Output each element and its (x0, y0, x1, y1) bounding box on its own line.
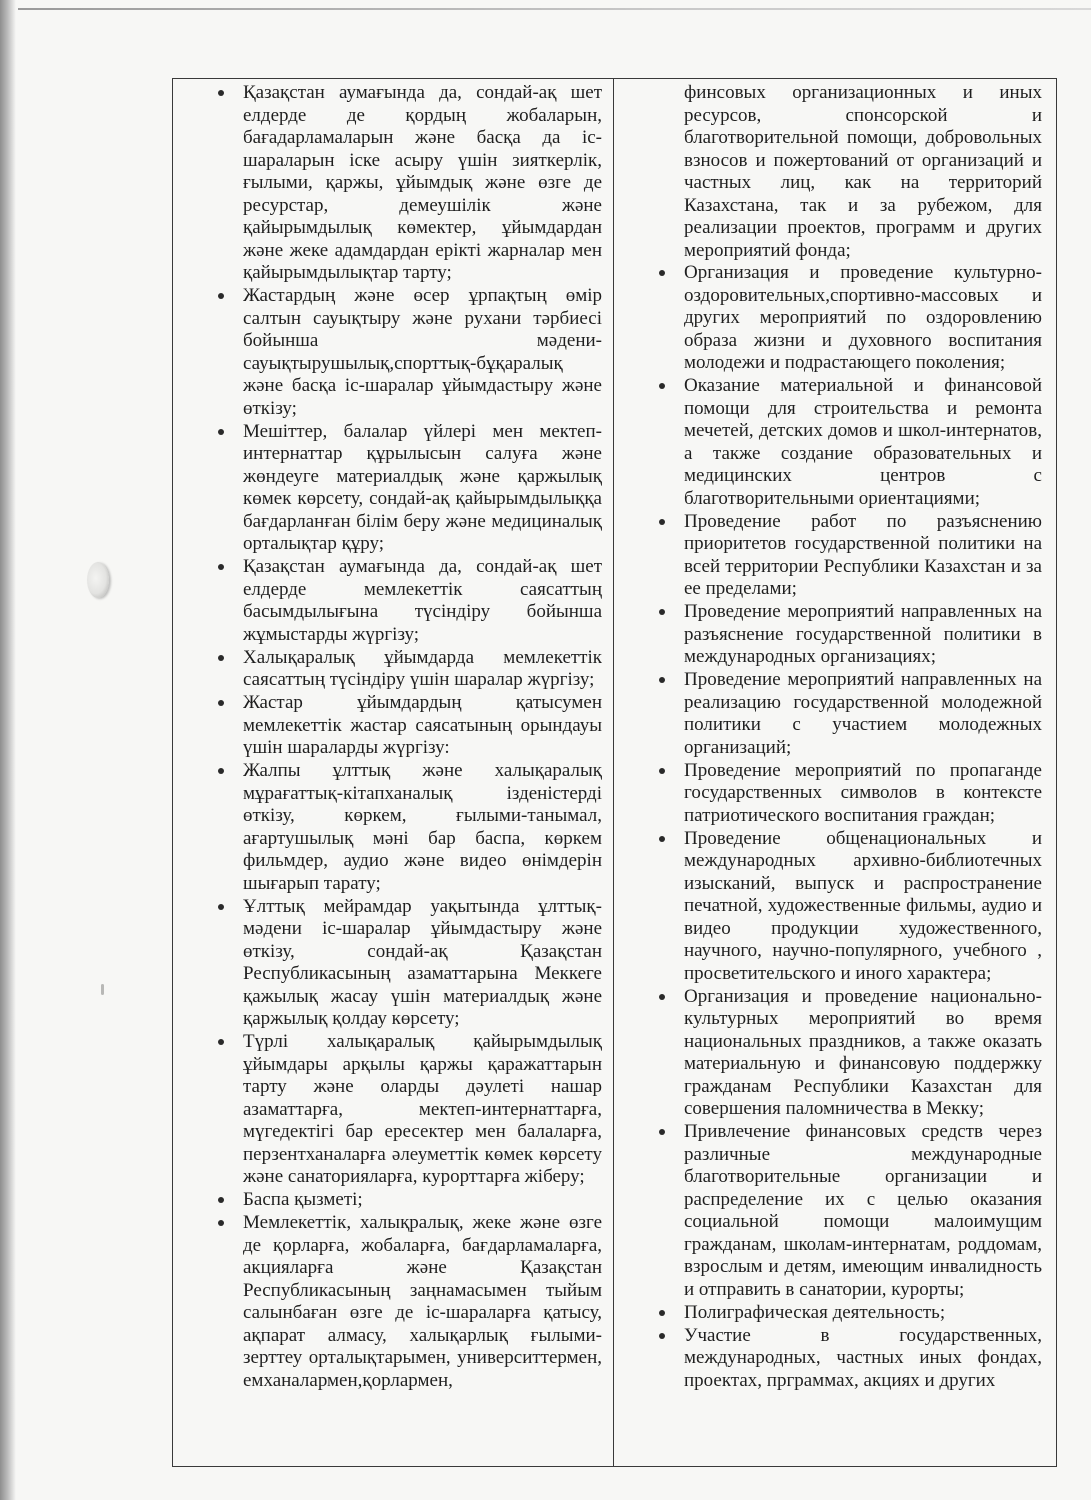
bullet-icon (218, 904, 224, 910)
list-item-text: Организация и проведение культурно-оздоровительных,спортивно-массовых и других мероприятий по оздоровлению образа жизни и духовного воспитания молодежи и подрастающего поколения; (684, 262, 1042, 373)
bullet-icon (218, 700, 224, 706)
list-item (243, 760, 602, 895)
bullet-icon (218, 1220, 224, 1226)
bullet-icon (218, 90, 224, 96)
bilingual-table (172, 78, 1057, 1467)
list-item-text: Организация и проведение национально-культурных мероприятий во время национальных праздников, а также оказать материальную и финансовую поддержку гражданам Республики Казахстан для совершения паломничества в Мекку; (684, 985, 1042, 1119)
kazakh-column (173, 79, 614, 1466)
list-item (243, 82, 602, 285)
bullet-icon (218, 1039, 224, 1045)
bullet-icon (659, 1333, 665, 1339)
list-item-text: Полиграфическая деятельность; (684, 1301, 946, 1323)
list-item-text: Жастардың және өсер ұрпақтың өмір салтын сауықтыру және рухани тәрбиесі бойынша мәдени-сауықтырушылық,спорттық-бұқаралық және басқа іс-шаралар ұйымдастыру және өткізу; (243, 285, 602, 419)
bullet-icon (218, 655, 224, 661)
list-item-text: Проведение мероприятий направленных на реализацию государственной молодежной политики с участием молодежных организаций; (684, 669, 1042, 758)
bullet-icon (218, 768, 224, 774)
list-item (684, 601, 1042, 669)
bullet-icon (218, 293, 224, 299)
bullet-icon (659, 768, 665, 774)
list-item-text: Қазақстан аумағында да, сондай-ақ шет елдерде де қордың жобаларын, бағадарламаларын және басқа да іс-шараларын іске асыру үшін зияткерлік, ғылыми, қаржы, ұйымдық және өзге де ресурстар, демеушілік және қайырымдылық көмектер, ұйымдардан және жеке адамдардан ерікті жарналар мен қайырымдылықтар тарту; (243, 82, 602, 283)
list-item-text: Халықаралық ұйымдарда мемлекеттік саясаттың түсіндіру үшін шаралар жүргізу; (243, 646, 602, 690)
bullet-icon (218, 564, 224, 570)
bullet-icon (659, 1129, 665, 1135)
list-item (684, 986, 1042, 1121)
list-item-text: Оказание материальной и финансовой помощи для строительства и ремонта мечетей, детских домов и школ-интернатов, а также создание образовательных и медицинских центров с благотворительными ориентациями; (684, 375, 1042, 509)
list-item-text: Түрлі халықаралық қайырымдылық ұйымдары арқылы қаржы қаражаттарын тарту және оларды дәулеті нашар азаматтарға, мектеп-интернаттарға, мүгедектігі бар ересектер мен балаларға, перзентханаларға әлеуметтік көмек көрсету және санаторияларға, курорттарға жіберу; (243, 1031, 602, 1187)
bullet-icon (659, 383, 665, 389)
hole-punch-mark (87, 562, 109, 598)
list-item (684, 828, 1042, 986)
list-item (243, 1212, 602, 1392)
scan-edge-shadow (0, 0, 16, 1500)
bullet-icon (218, 1197, 224, 1203)
list-item (684, 669, 1042, 759)
list-item-text: Мемлекеттік, халықралық, жеке және өзге де қорларға, жобаларға, бағдарламаларға, акцияларға және Қазақстан Республикасының заңнамасымен тыйым салынбаған өзге де іс-шараларға қатысу, ақпарат алмасу, халықарлық ғылыми-зерттеу орталықтарымен, университтермен, емханалармен,қорлармен, (243, 1212, 602, 1391)
list-item-text: Проведение работ по разъяснению приоритетов государственной политики на всей территории Республики Казахстан и за ее пределами; (684, 510, 1042, 599)
continued-item-text: финсовых организационных и иных ресурсов, спонсорской и благотворительной помощи, добровольных взносов и пожертований от организаций и частных лиц, как на территорий Казахстана, так и за рубежом, для реализации проектов, программ и других мероприятий фонда; (684, 82, 1042, 261)
bullet-icon (659, 836, 665, 842)
list-item-text: Мешіттер, балалар үйлері мен мектеп-интернаттар құрылысын салуға және жөндеуге материалдық және қаржылық көмек көрсету, сондай-ақ қайырымдылыққа бағдарланған білім беру және медициналық орталықтар құру; (243, 420, 602, 554)
bullet-icon (659, 1310, 665, 1316)
bullet-icon (659, 609, 665, 615)
russian-column (614, 79, 1055, 1466)
russian-list (684, 262, 1042, 1392)
list-item-text: Қазақстан аумағында да, сондай-ақ шет елдерде мемлекеттік саясаттың басымдылығына түсіндіру бойынша жұмыстарды жүргізу; (243, 556, 602, 645)
list-item-text: Проведение общенациональных и международных архивно-библиотечных изысканий, выпуск и распространение печатной, художественные фильмы, аудио и видео продукции художественного, научного, научно-популярного, учебного , просветительского и иного характера; (684, 827, 1042, 984)
list-item (243, 285, 602, 420)
bullet-icon (659, 270, 665, 276)
bullet-icon (218, 429, 224, 435)
list-item (243, 647, 602, 692)
list-item (684, 1325, 1042, 1393)
list-item (243, 896, 602, 1031)
list-item (684, 760, 1042, 828)
bullet-icon (659, 994, 665, 1000)
list-item (684, 1302, 1042, 1325)
list-item-text: Проведение мероприятий по пропаганде государственных символов в контексте патриотического воспитания граждан; (684, 759, 1042, 826)
list-item-text: Проведение мероприятий направленных на разъяснение государственной политики в международных организациях; (684, 601, 1042, 667)
list-item-text: Баспа қызметі; (243, 1189, 363, 1210)
list-item-text: Участие в государственных, международных, частных иных фондах, проектах, прграммах, акциях и других (684, 1324, 1042, 1391)
scan-top-edge-line (18, 8, 1091, 10)
list-item (684, 262, 1042, 375)
list-item (243, 692, 602, 760)
list-item-text: Жастар ұйымдардың қатысумен мемлекеттік жастар саясатының орындауы үшін шараларды жүргізу: (243, 692, 602, 758)
kazakh-list (243, 82, 602, 1392)
list-item (684, 511, 1042, 601)
list-item (684, 375, 1042, 510)
list-item-text: Жалпы ұлттық және халықаралық мұрағаттық-кітапханалық ізденістерді өткізу, көркем, ғылыми-танымал, ағартушылық мәні бар баспа, көркем фильмдер, аудио және видео өнімдерін шығарып тарату; (243, 760, 602, 894)
list-item (243, 1031, 602, 1189)
list-item (243, 421, 602, 556)
scan-speck-mark (101, 984, 104, 995)
list-item (243, 556, 602, 646)
list-item-text: Ұлттық мейрамдар уақытында ұлттық-мәдени іс-шаралар ұйымдастыру және өткізу, сондай-ақ Қазақстан Республикасының азаматтарына Меккеге қажылық жасау үшін материалдық және қаржылық қолдау көрсету; (243, 895, 602, 1029)
list-item (243, 1189, 602, 1212)
bullet-icon (659, 677, 665, 683)
list-item (684, 1121, 1042, 1301)
list-item-text: Привлечение финансовых средств через различные международные благотворительные организации и распределение их с целью оказания социальной помощи малоимущим гражданам, школам-интернатам, роддомам, взрослым и детям, имеющим инвалидность и отправить в санатории, курорты; (684, 1121, 1042, 1300)
bullet-icon (659, 519, 665, 525)
